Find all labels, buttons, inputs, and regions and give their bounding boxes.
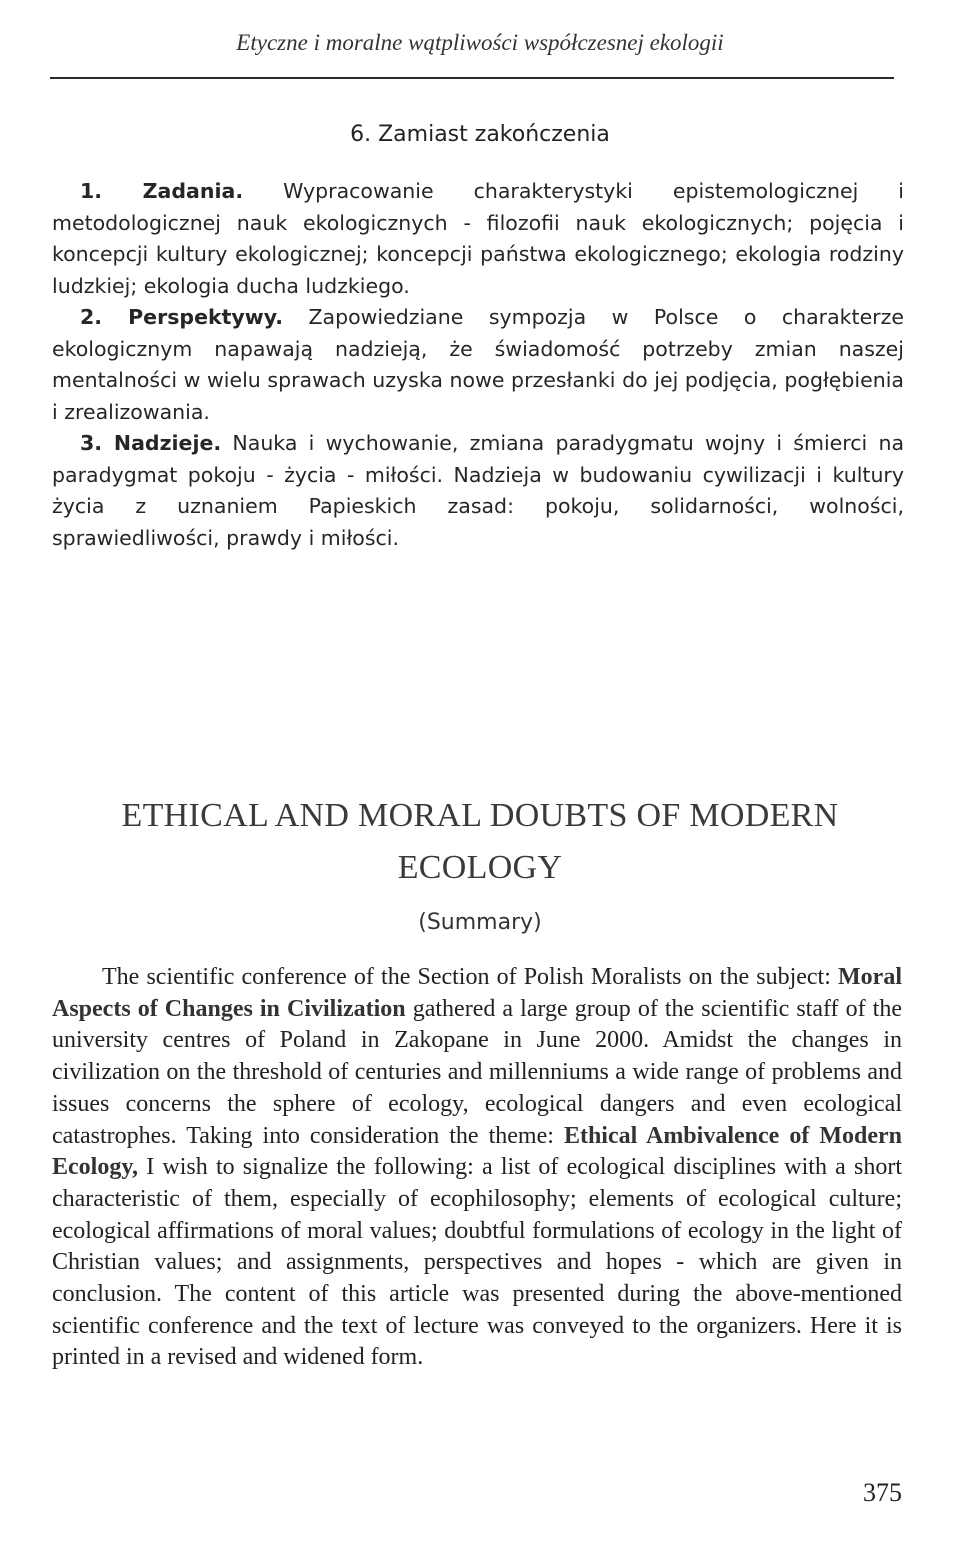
summary-text: gathered a large group of the scientific staff of the university centres of Poland in Zakopane in June 2000. Amidst the changes in civilization on the threshold of centuries and millenniums a wide range of problems and issues concerns the sphere of ecology, ecological dangers and even ecological catastrophes. Taking into consideration the theme: xyxy=(52,995,902,1149)
summary-paragraph xyxy=(52,962,902,1374)
item-lead: 3. Nadzieje. xyxy=(80,431,222,455)
list-item xyxy=(52,176,904,302)
title-line: ETHICAL AND MORAL DOUBTS OF MODERN xyxy=(121,797,839,834)
item-lead: 1. Zadania. xyxy=(80,179,244,203)
summary-text: I wish to signalize the following: a list of ecological disciplines with a short characteristic of them, especially of ecophilosophy; elements of ecological culture; ecological affirmations of moral values; doubtful formulations of ecology in the light of Christian values; and assignments, perspectives and hopes - which are given in conclusion. The content of this article was presented during the above-mentioned scientific conference and the text of lecture was conveyed to the organizers. Here it is printed in a revised and widened form. xyxy=(52,1154,902,1371)
summary-body xyxy=(52,962,902,1374)
list-item xyxy=(52,302,904,428)
page-number: 375 xyxy=(863,1478,902,1507)
item-text: Nauka i wychowanie, zmiana paradygmatu wojny i śmierci na paradygmat pokoju - życia - miłości. Nadzieja w budowaniu cywilizacji i kultury życia z uznaniem Papieskich zasad: pokoju, solidarności, wolności, sprawiedliwości, prawdy i miłości. xyxy=(52,431,905,550)
list-item xyxy=(52,428,904,554)
summary-heading: (Summary) xyxy=(418,910,542,935)
section-heading: 6. Zamiast zakończenia xyxy=(350,122,610,147)
item-lead: 2. Perspektywy. xyxy=(80,305,283,329)
conclusion-list xyxy=(52,176,904,554)
article-title xyxy=(0,790,960,894)
running-head: Etyczne i moralne wątpliwości współczesnej ekologii xyxy=(236,30,724,55)
summary-emphasis: Ethical Ambivalence of Modern Ecology, xyxy=(52,1122,902,1181)
summary-emphasis: Moral Aspects of Changes in Civilization xyxy=(52,964,902,1022)
header-rule xyxy=(50,77,894,79)
item-text: Wypracowanie charakterystyki epistemologicznej i metodologicznej nauk ekologicznych - filozofii nauk ekologicznych; pojęcia i koncepcji kultury ekologicznej; koncepcji państwa ekologicznego; ekologia rodziny ludzkiej; ekologia ducha ludzkiego. xyxy=(52,179,904,298)
title-line: ECOLOGY xyxy=(397,849,563,886)
item-text: Zapowiedziane sympozja w Polsce o charakterze ekologicznym napawają nadzieją, że świadomość potrzeby zmian naszej mentalności w wielu sprawach uzyska nowe przesłanki do jej podjęcia, pogłębienia i zrealizowania. xyxy=(52,305,904,424)
summary-text: The scientific conference of the Section of Polish Moralists on the subject: xyxy=(102,964,839,990)
